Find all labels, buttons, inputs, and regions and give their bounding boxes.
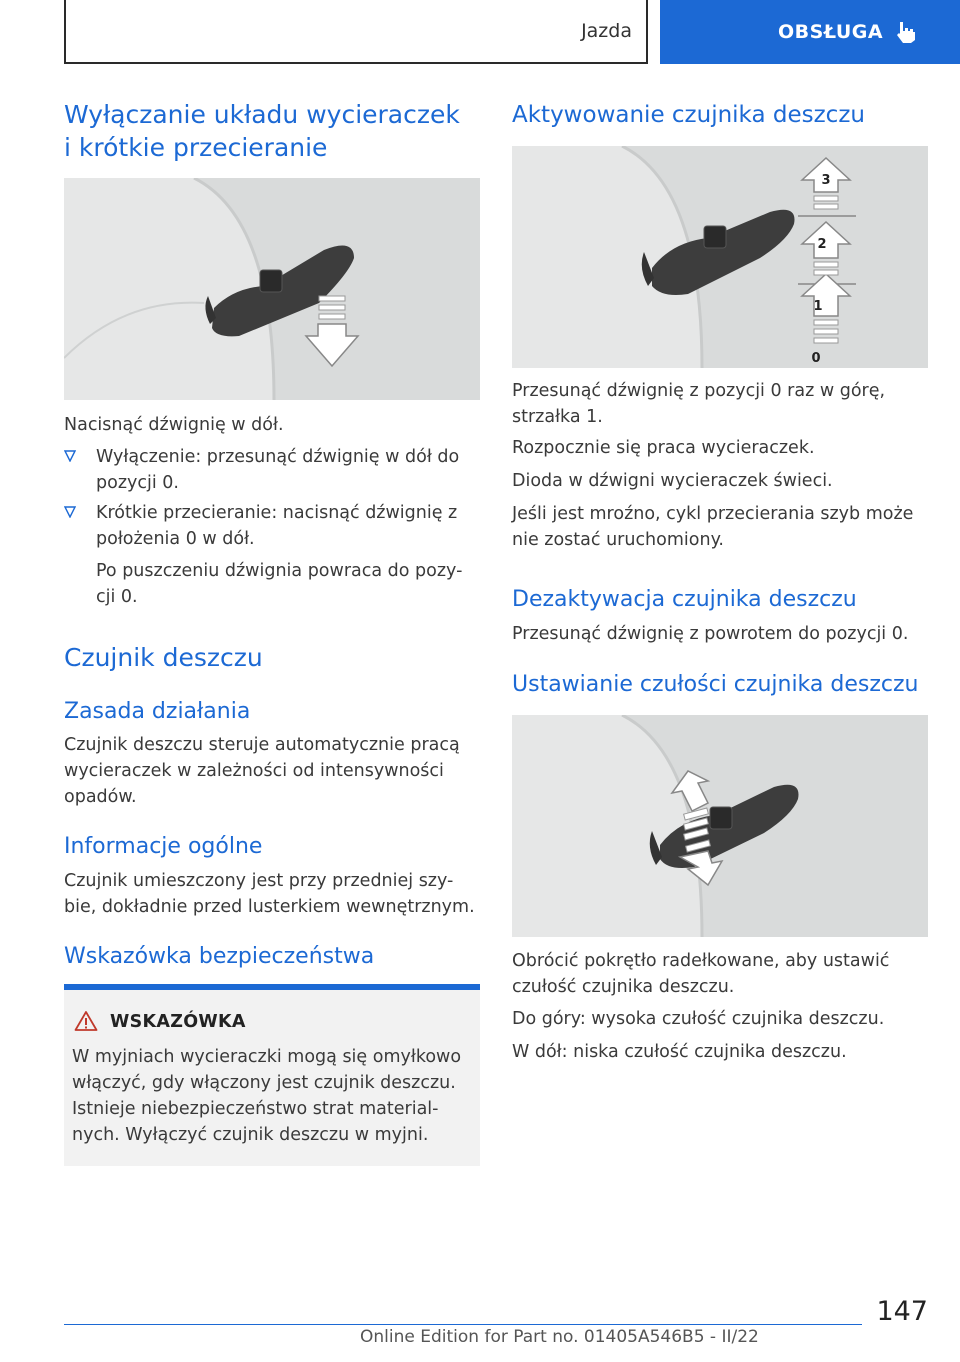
paragraph-led-lit: Dioda w dźwigni wycieraczek świeci.: [512, 471, 833, 491]
subtitle-sensitivity: Ustawianie czułości czujnika deszczu: [512, 672, 919, 697]
text-line: włączyć, gdy włączony jest czujnik deszczu.: [72, 1073, 456, 1093]
bullet-item-off: [64, 444, 480, 496]
bullet-line: Wyłączenie: przesunąć dźwignię w dół do: [96, 447, 460, 467]
text-line: nie zostać uruchomiony.: [512, 530, 724, 550]
text-line: nych. Wyłączyć czujnik deszczu w myjni.: [72, 1125, 429, 1145]
section-title-wiper-off: [64, 98, 460, 164]
text-line: strzałka 1.: [512, 407, 603, 427]
paragraph-wipers-start: Rozpocznie się praca wycieraczek.: [512, 438, 815, 458]
illustration-lever-down: [64, 178, 480, 400]
page-number: 147: [876, 1296, 928, 1327]
title-line: i krótkie przecieranie: [64, 133, 328, 162]
paragraph-principle: [64, 732, 460, 810]
text-line: Jeśli jest mroźno, cykl przecierania szyb może: [512, 504, 914, 524]
paragraph-deactivate: Przesunąć dźwignię z powrotem do pozycji 0.: [512, 624, 909, 644]
bullet-line: położenia 0 w dół.: [96, 529, 255, 549]
paragraph-press-down: Nacisnąć dźwignię w dół.: [64, 415, 284, 435]
footer-divider: [64, 1324, 862, 1325]
warning-text: [72, 1044, 461, 1148]
text-line: Czujnik umieszczony jest przy przedniej szy-: [64, 871, 454, 891]
arrow-label-1: 1: [813, 299, 823, 314]
subtitle-deactivate: Dezaktywacja czujnika deszczu: [512, 587, 857, 612]
header-chapter-label: OBSŁUGA: [778, 21, 884, 43]
paragraph-lever-returns: [96, 558, 462, 610]
text-line: Obrócić pokrętło radełkowane, aby ustawić: [512, 951, 890, 971]
paragraph-turn-wheel: [512, 948, 889, 1000]
triangle-bullet-icon: [64, 450, 76, 462]
text-line: opadów.: [64, 787, 137, 807]
section-title-rain-sensor: Czujnik deszczu: [64, 643, 263, 672]
title-line: Wyłączanie układu wycieraczek: [64, 100, 460, 129]
illustration-thumbwheel: [512, 715, 928, 937]
subtitle-general-info: Informacje ogólne: [64, 834, 263, 859]
subtitle-safety: Wskazówka bezpieczeństwa: [64, 944, 375, 969]
text-line: wycieraczek w zależności od intensywności: [64, 761, 444, 781]
header-section-label: Jazda: [581, 20, 632, 42]
bullet-line: Krótkie przecieranie: nacisnąć dźwignię z: [96, 503, 458, 523]
text-line: Czujnik deszczu steruje automatycznie pracą: [64, 735, 460, 755]
text-line: Istnieje niebezpieczeństwo strat material-: [72, 1099, 439, 1119]
hand-pointer-icon: [895, 20, 917, 44]
paragraph-down-low: W dół: niska czułość czujnika deszczu.: [512, 1042, 847, 1062]
arrow-label-3: 3: [821, 173, 831, 188]
text-line: Po puszczeniu dźwignia powraca do pozy-: [96, 561, 463, 581]
thumbwheel-drawing: [512, 715, 928, 937]
paragraph-frost-note: [512, 501, 913, 553]
header-section-box: [64, 0, 648, 64]
bullet-item-short-wipe: [64, 500, 480, 552]
lever-down-drawing: [64, 178, 480, 400]
section-title-activate: Aktywowanie czujnika deszczu: [512, 102, 865, 128]
bullet-line: pozycji 0.: [96, 473, 179, 493]
text-line: czułość czujnika deszczu.: [512, 977, 735, 997]
arrow-label-2: 2: [817, 237, 827, 252]
text-line: Przesunąć dźwignię z pozycji 0 raz w górę,: [512, 381, 886, 401]
warning-title: WSKAZÓWKA: [110, 1012, 246, 1032]
warning-triangle-icon: [74, 1010, 98, 1032]
text-line: bie, dokładnie przed lusterkiem wewnętrznym.: [64, 897, 475, 917]
triangle-bullet-icon: [64, 506, 76, 518]
subtitle-principle: Zasada działania: [64, 699, 251, 724]
footer-edition: Online Edition for Part no. 01405A546B5 - II/22: [360, 1327, 759, 1347]
paragraph-activate-instruction: [512, 378, 885, 430]
paragraph-up-high: Do góry: wysoka czułość czujnika deszczu.: [512, 1009, 885, 1029]
arrow-label-0: 0: [811, 351, 821, 366]
illustration-lever-up-positions: [512, 146, 928, 368]
text-line: W myjniach wycieraczki mogą się omyłkowo: [72, 1047, 462, 1067]
text-line: cji 0.: [96, 587, 138, 607]
lever-up-drawing: [512, 146, 928, 368]
paragraph-general-info: [64, 868, 475, 920]
header-chapter-tab[interactable]: [660, 0, 960, 64]
